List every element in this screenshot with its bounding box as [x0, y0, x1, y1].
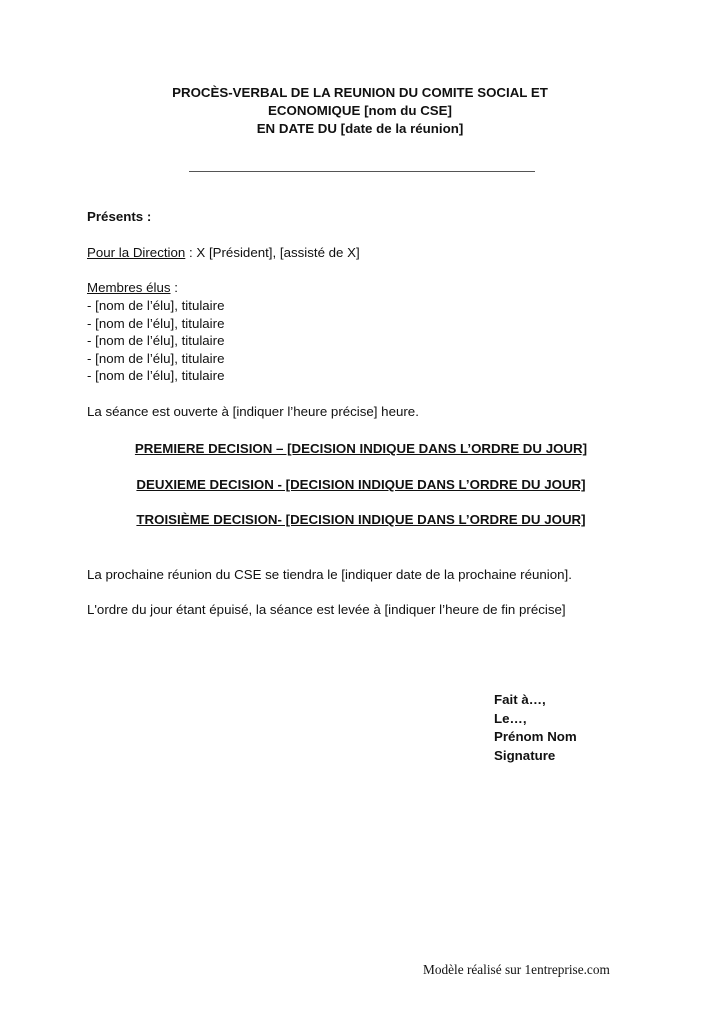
title-line-1: PROCÈS-VERBAL DE LA REUNION DU COMITE SOCIAL ET	[172, 85, 548, 100]
membres-label: Membres élus	[87, 280, 171, 295]
direction-value: : X [Président], [assisté de X]	[185, 245, 360, 260]
direction-line	[87, 244, 360, 262]
decision-1: PREMIERE DECISION – [DECISION INDIQUE DANS L’ORDRE DU JOUR]	[134, 441, 588, 456]
list-item: - [nom de l’élu], titulaire	[87, 315, 225, 331]
signature-place: Fait à…,	[494, 692, 546, 707]
title-line-2: ECONOMIQUE [nom du CSE]	[268, 103, 452, 118]
title-divider	[189, 171, 535, 172]
closing-statement: L'ordre du jour étant épuisé, la séance est levée à [indiquer l’heure de fin précise]	[87, 602, 566, 617]
signature-date: Le…,	[494, 710, 527, 726]
next-meeting: La prochaine réunion du CSE se tiendra le [indiquer date de la prochaine réunion].	[87, 567, 572, 582]
direction-label: Pour la Direction	[87, 245, 186, 260]
document-title	[150, 84, 570, 138]
membres-line	[87, 279, 178, 297]
list-item: - [nom de l’élu], titulaire	[87, 368, 225, 384]
members-list	[87, 297, 224, 385]
decision-3: TROISIÈME DECISION- [DECISION INDIQUE DANS L’ORDRE DU JOUR]	[136, 512, 586, 527]
signature-name: Prénom Nom	[494, 729, 577, 744]
list-item: - [nom de l’élu], titulaire	[87, 298, 225, 313]
seance-opening: La séance est ouverte à [indiquer l’heure précise] heure.	[87, 404, 419, 419]
membres-suffix: :	[170, 280, 178, 295]
title-line-3: EN DATE DU [date de la réunion]	[256, 121, 464, 136]
signature-block	[494, 691, 577, 765]
decision-2: DEUXIEME DECISION - [DECISION INDIQUE DANS L’ORDRE DU JOUR]	[136, 477, 586, 492]
list-item: - [nom de l’élu], titulaire	[87, 350, 225, 366]
list-item: - [nom de l’élu], titulaire	[87, 333, 225, 349]
presents-heading: Présents :	[87, 209, 152, 224]
footer-credit: Modèle réalisé sur 1entreprise.com	[423, 962, 610, 977]
signature-label: Signature	[494, 747, 556, 763]
